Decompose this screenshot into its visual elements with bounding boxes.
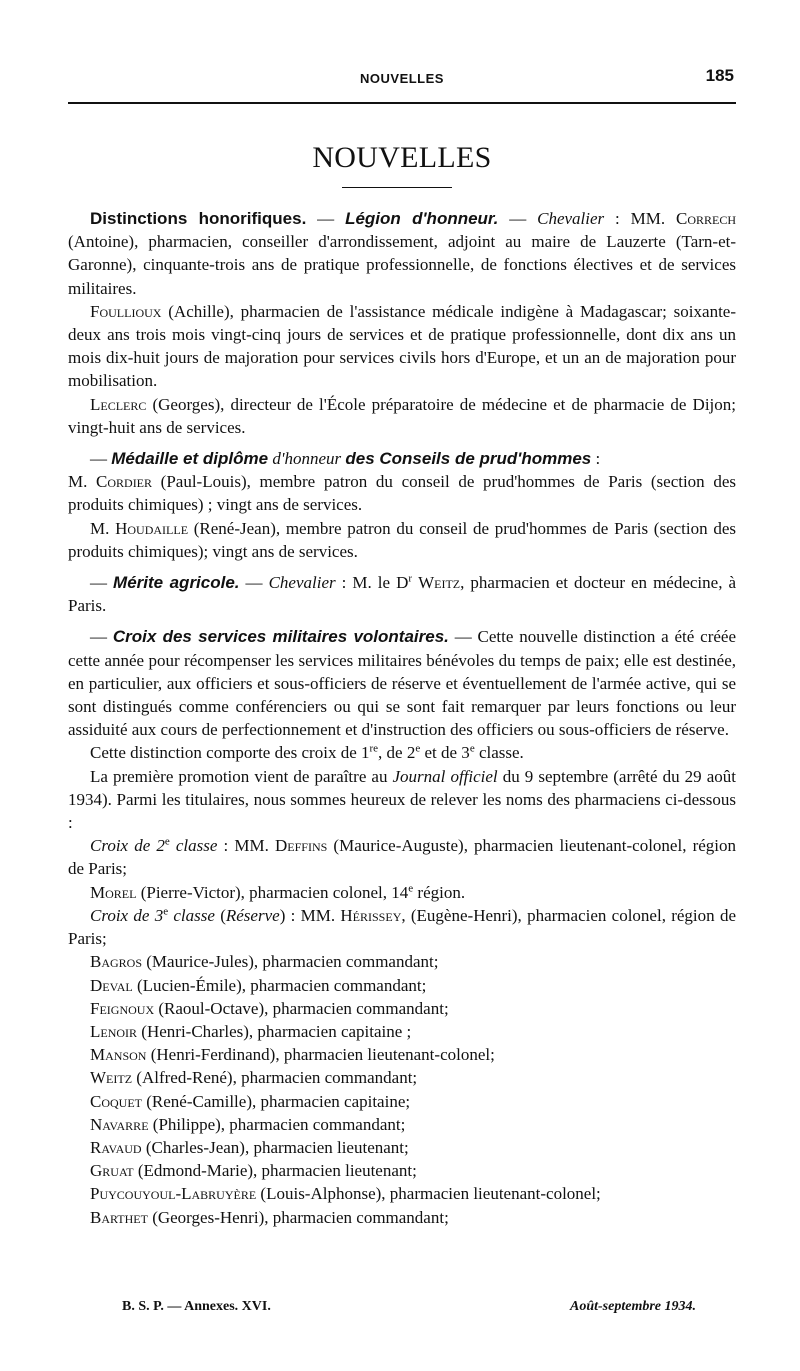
- list-item: [68, 1206, 736, 1229]
- text: —: [90, 627, 113, 647]
- list-item: [68, 1182, 736, 1205]
- text: : MM.: [217, 836, 275, 856]
- text: Croix de 2: [90, 836, 165, 856]
- person-name: Correch: [676, 209, 737, 228]
- person-name: Ravaud: [90, 1137, 142, 1157]
- merite-heading: Mérite agricole.: [113, 573, 240, 593]
- paragraph-foullioux: [68, 300, 736, 393]
- croix-heading: Croix des services militaires volontaires.: [112, 627, 449, 647]
- section-title: NOUVELLES: [312, 141, 492, 174]
- paragraph-merite: [68, 571, 736, 617]
- lead-heading: Distinctions honorifiques.: [90, 209, 307, 228]
- running-header: [68, 64, 736, 88]
- text: M.: [68, 472, 97, 492]
- text: Cette distinction comporte des croix de 1: [90, 743, 370, 763]
- text: : M. le D: [335, 573, 409, 593]
- title-rule: [342, 187, 452, 188]
- text: (Philippe), pharmacien commandant;: [148, 1114, 406, 1134]
- text: Réserve: [225, 905, 280, 925]
- text: La première promotion vient de paraître au: [90, 766, 393, 786]
- person-name: Barthet: [90, 1207, 148, 1227]
- paragraph-classes: [68, 741, 736, 764]
- text: (Raoul-Octave), pharmacien commandant;: [154, 998, 449, 1018]
- text: (Alfred-René), pharmacien commandant;: [132, 1068, 418, 1088]
- person-name: Feignoux: [90, 998, 155, 1018]
- person-name: Leclerc: [90, 394, 147, 414]
- text: —: [90, 449, 112, 469]
- footer-date: Août-septembre 1934.: [570, 1299, 696, 1314]
- text: (Edmond-Marie), pharmacien lieutenant;: [133, 1161, 417, 1181]
- page-number: 185: [705, 66, 734, 85]
- legion-heading: Légion d'honneur.: [345, 209, 499, 228]
- person-name: Coquet: [90, 1091, 142, 1111]
- superscript: e: [163, 905, 169, 918]
- person-name: Deffins: [275, 836, 328, 856]
- text: (Pierre-Victor), pharmacien colonel, 14: [136, 882, 409, 902]
- person-name: Weitz: [90, 1068, 133, 1088]
- text: (Maurice-Jules), pharmacien commandant;: [142, 952, 439, 972]
- list-item: [68, 1020, 736, 1043]
- text: —: [498, 209, 538, 228]
- text: ) : MM.: [279, 905, 341, 925]
- text: —: [90, 573, 114, 593]
- person-name: Hérissey: [340, 905, 402, 925]
- text: classe: [168, 905, 215, 925]
- list-item: [68, 1090, 736, 1113]
- chevalier-label: Chevalier: [537, 209, 605, 228]
- person-name: Gruat: [90, 1161, 134, 1181]
- journal-title: Journal officiel: [392, 766, 498, 786]
- person-name: Bagros: [90, 952, 143, 972]
- text: : MM.: [604, 209, 676, 228]
- text: du 9 septembre (arrêté du 29 août 1934). Parmi les titulaires, nous sommes heureux de relever les noms des pharmaciens ci-dessous :: [68, 766, 736, 833]
- person-name: Deval: [90, 975, 133, 995]
- person-name: Cordier: [96, 472, 153, 492]
- text: , (Eugène-Henri), pharmacien colonel, région de Paris;: [68, 905, 736, 949]
- text: classe: [169, 836, 218, 856]
- list-item: [68, 974, 736, 997]
- paragraph-houdaille: [68, 517, 736, 563]
- paragraph-croix-2e: [68, 834, 736, 880]
- conseils-heading: des Conseils de prud'hommes: [345, 449, 592, 469]
- header-rule: [68, 102, 736, 104]
- text: (: [214, 905, 226, 925]
- text: (Louis-Alphonse), pharmacien lieutenant-colonel;: [256, 1184, 601, 1204]
- text: (René-Camille), pharmacien capitaine;: [142, 1091, 411, 1111]
- text: (Charles-Jean), pharmacien lieutenant;: [141, 1137, 409, 1157]
- text: —: [306, 209, 346, 228]
- titulaires-list: [68, 950, 736, 1228]
- text: (Henri-Ferdinand), pharmacien lieutenant-colonel;: [146, 1045, 495, 1065]
- running-title: NOUVELLES: [360, 71, 444, 86]
- paragraph-distinctions: [68, 207, 736, 300]
- list-item: [68, 1136, 736, 1159]
- superscript: e: [408, 882, 414, 895]
- page-footer: [68, 1295, 736, 1315]
- text: (Antoine), pharmacien, conseiller d'arrondissement, adjoint au maire de Lauzerte (Tarn-et-Garonne), cinquante-trois ans de pratique professionnelle, de fonctions électives et de services militaires.: [68, 232, 736, 298]
- text: (Lucien-Émile), pharmacien commandant;: [132, 975, 427, 995]
- footer-journal: B. S. P. — Annexes. XVI.: [122, 1299, 271, 1314]
- person-name: Lenoir: [90, 1021, 138, 1041]
- person-name: Morel: [90, 882, 137, 902]
- medaille-heading: Médaille et diplôme: [111, 449, 269, 469]
- superscript: e: [164, 835, 170, 848]
- text: (Henri-Charles), pharmacien capitaine ;: [137, 1021, 412, 1041]
- list-item: [68, 950, 736, 973]
- paragraph-promotion: [68, 765, 736, 835]
- text: :: [591, 449, 601, 469]
- person-name: Houdaille: [115, 518, 189, 538]
- article-body: [68, 207, 736, 1229]
- paragraph-croix: [68, 625, 736, 741]
- text: Croix de 3: [90, 905, 164, 925]
- text: —: [239, 573, 269, 593]
- superscript: e: [415, 742, 421, 755]
- paragraph-medaille: [68, 447, 736, 517]
- text: (Achille), pharmacien de l'assistance médicale indigène à Madagascar; soixante-deux ans trois mois vingt-cinq jours de services et de pratique professionnelle, dont dix ans un mois dix-huit jours de majoration pour services civils hors d'Europe, et un an de majoration pour mobilisation.: [68, 301, 736, 391]
- text: (René-Jean), membre patron du conseil de prud'hommes de Paris (section des produits chimiques); vingt ans de services.: [68, 518, 736, 561]
- text: (Georges), directeur de l'École préparatoire de médecine et de pharmacie de Dijon; vingt-huit ans de services.: [68, 394, 736, 437]
- chevalier-label: Chevalier: [268, 573, 336, 593]
- list-item: [68, 997, 736, 1020]
- list-item: [68, 1043, 736, 1066]
- person-name: Foullioux: [90, 301, 162, 321]
- text: région.: [413, 882, 466, 902]
- superscript: e: [469, 742, 475, 755]
- text: M.: [90, 518, 116, 538]
- text: , de 2: [378, 743, 416, 763]
- person-name: Weitz: [418, 573, 461, 593]
- paragraph-croix-3e: [68, 904, 736, 950]
- text: d'honneur: [268, 449, 346, 469]
- text: classe.: [474, 743, 524, 763]
- list-item: [68, 1113, 736, 1136]
- list-item: [68, 1066, 736, 1089]
- paragraph-leclerc: [68, 393, 736, 439]
- text: (Georges-Henri), pharmacien commandant;: [147, 1207, 449, 1227]
- text: , pharmacien et docteur en médecine, à Paris.: [68, 573, 737, 616]
- person-name: Manson: [90, 1045, 147, 1065]
- person-name: Navarre: [90, 1114, 149, 1134]
- text: (Maurice-Auguste), pharmacien lieutenant-colonel, région de Paris;: [68, 836, 736, 879]
- superscript: re: [369, 742, 379, 755]
- text: (Paul-Louis), membre patron du conseil de prud'hommes de Paris (section des produits chimiques) ; vingt ans de services.: [68, 472, 736, 515]
- paragraph-morel: [68, 881, 736, 904]
- text: et de 3: [420, 743, 470, 763]
- superscript: r: [408, 572, 413, 585]
- person-name: Puycouyoul-Labruyère: [90, 1184, 257, 1204]
- list-item: [68, 1159, 736, 1182]
- text: — Cette nouvelle distinction a été créée cette année pour récompenser les services militaires bénévoles du temps de paix; elle est destinée, en particulier, aux officiers et sous-officiers de réserve et éventuellement de l'armée active, qui se sont distingués comme conférenciers ou qui se sont fait remarquer par leurs fonctions ou leur assiduité aux cours de perfectionnement et d'instruction des officiers ou sous-officiers de réserve.: [68, 627, 736, 740]
